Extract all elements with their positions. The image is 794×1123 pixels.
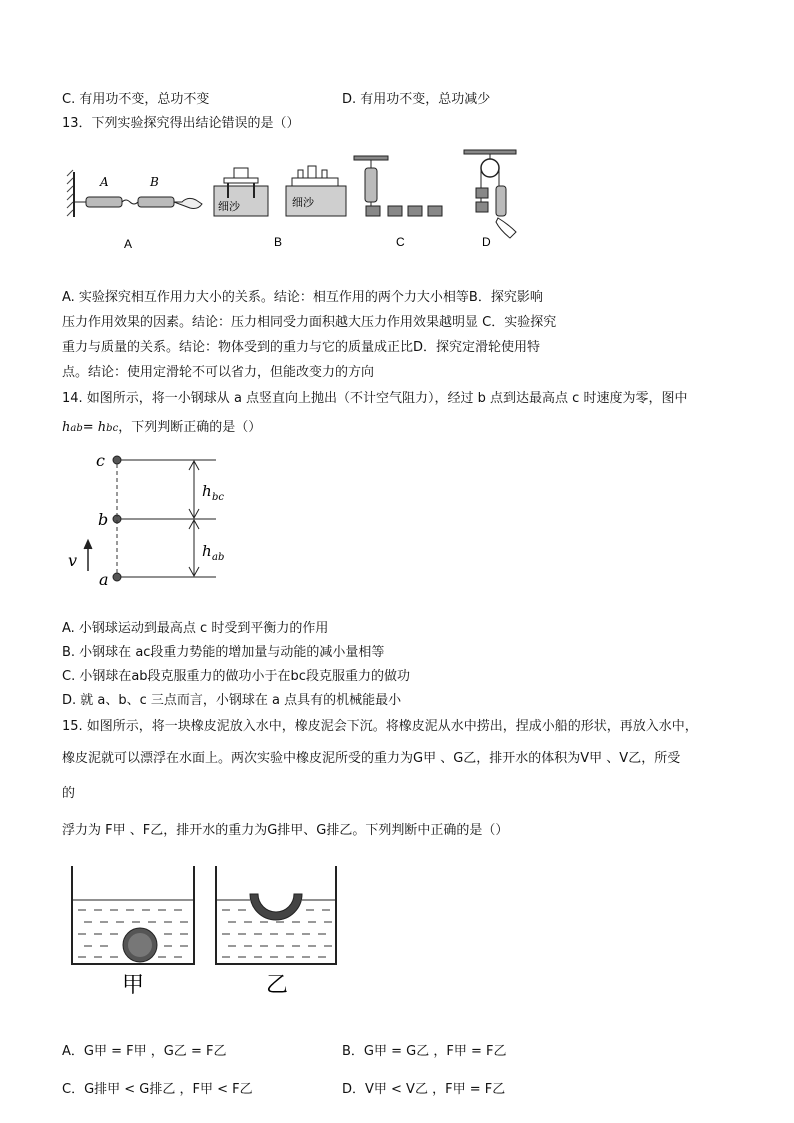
q14-point-a: a <box>99 570 109 589</box>
q13-label-c: C <box>396 235 405 249</box>
q14-stem-end: ，下列判断正确的是（） <box>118 420 262 435</box>
q13-label-a: A <box>124 237 133 251</box>
q13-sand2-label: 细沙 <box>292 196 314 209</box>
q14-hbc-sub: bc <box>212 492 225 503</box>
q14-figure <box>60 448 260 588</box>
q14-option-b: B. 小钢球在 ac段重力势能的增加量与动能的减小量相等 <box>62 645 385 660</box>
q13-figure-b <box>212 160 352 250</box>
q13-spring-a-label: A <box>100 175 109 189</box>
q14-h2-sub: bc <box>106 423 119 434</box>
q14-stem-line-2 <box>62 419 261 438</box>
q15-option-a: A．G甲 = F甲 ，G乙 = F乙 <box>62 1044 227 1059</box>
q14-h1-sub: ab <box>70 423 83 434</box>
q15-option-d: D．V甲 < V乙 ，F甲 = F乙 <box>342 1082 506 1097</box>
q14-stem: 14. 如图所示，将一小钢球从 a 点竖直向上抛出（不计空气阻力），经过 b 点到达最高点 c 时速度为零，图中 <box>62 391 688 406</box>
q15-option-b: B．G甲 = G乙 ，F甲 = F乙 <box>342 1044 507 1059</box>
q15-label-jia: 甲 <box>122 973 145 998</box>
q15-line-2: 橡皮泥就可以漂浮在水面上。两次实验中橡皮泥所受的重力为G甲 、G乙，排开水的体积为V甲 、V乙，所受 <box>62 751 681 766</box>
q13-text-line-3: 重力与质量的关系。结论：物体受到的重力与它的质量成正比D．探究定滑轮使用特 <box>62 340 541 355</box>
q14-h1: h <box>62 420 71 435</box>
q13-label-d: D <box>482 235 491 249</box>
q13-sand1-label: 细沙 <box>218 200 240 213</box>
q14-option-c: C. 小钢球在ab段克服重力的做功小于在bc段克服重力的做功 <box>62 669 410 684</box>
q13-figure-d <box>462 146 532 252</box>
q14-hab-sub: ab <box>212 552 225 563</box>
q15-line-4: 浮力为 F甲 、F乙，排开水的重力为G排甲、G排乙。下列判断中正确的是（） <box>62 823 509 838</box>
q14-option-a: A. 小钢球运动到最高点 c 时受到平衡力的作用 <box>62 621 329 636</box>
q14-h2: h <box>97 420 107 435</box>
q13-stem: 13．下列实验探究得出结论错误的是（） <box>62 116 300 131</box>
q14-point-c: c <box>96 451 105 470</box>
q14-velocity-v: v <box>68 551 78 570</box>
q15-option-c: C．G排甲 < G排乙 ，F甲 < F乙 <box>62 1082 253 1097</box>
q14-eq: = <box>82 420 94 435</box>
q14-option-d: D. 就 a、b、c 三点而言，小钢球在 a 点具有的机械能最小 <box>62 693 402 708</box>
q13-text-line-4: 点。结论：使用定滑轮不可以省力，但能改变力的方向 <box>62 365 375 380</box>
q14-hab: h <box>202 542 212 560</box>
q15-label-yi: 乙 <box>266 973 289 998</box>
q13-spring-b-label: B <box>150 175 159 189</box>
q14-hbc: h <box>202 482 212 500</box>
q15-line-3: 的 <box>62 786 76 801</box>
q13-text-line-2: 压力作用效果的因素。结论：压力相同受力面积越大压力作用效果越明显 C．实验探究 <box>62 315 557 330</box>
q13-label-b: B <box>274 235 283 249</box>
q13-figure-a <box>66 162 206 252</box>
q15-figure <box>70 864 350 999</box>
q12-option-c: C. 有用功不变，总功不变 <box>62 92 210 107</box>
q13-figure-c <box>352 152 452 252</box>
q12-option-d: D. 有用功不变，总功减少 <box>342 92 491 107</box>
q15-line-1: 15. 如图所示，将一块橡皮泥放入水中，橡皮泥会下沉。将橡皮泥从水中捞出，捏成小船的形状，再放入水中， <box>62 719 698 734</box>
q14-point-b: b <box>98 510 109 529</box>
q13-text-line-1: A. 实验探究相互作用力大小的关系。结论：相互作用的两个力大小相等B．探究影响 <box>62 290 543 305</box>
